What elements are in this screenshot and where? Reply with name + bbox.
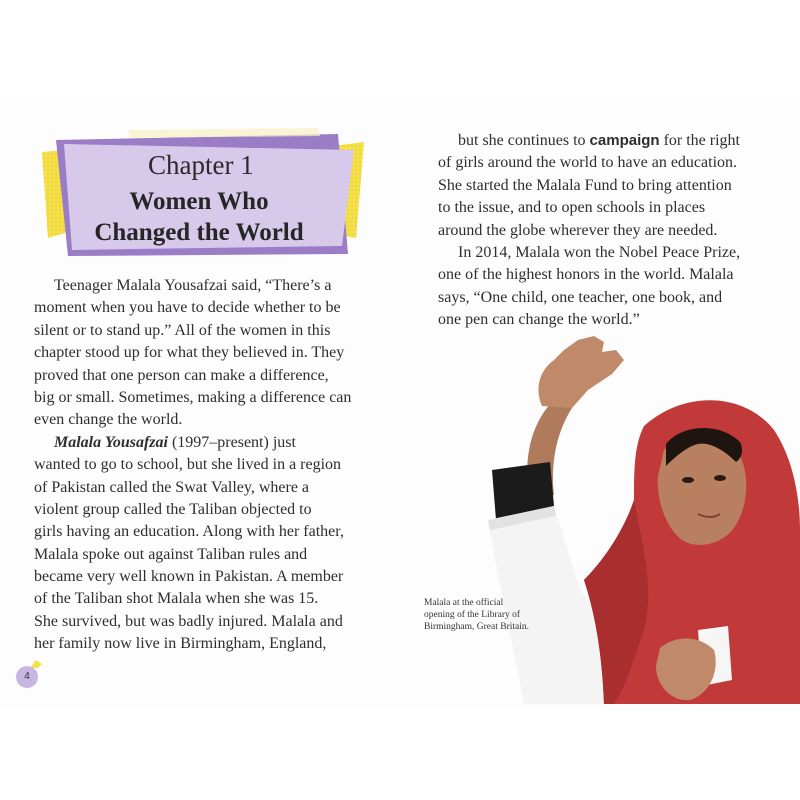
photo-caption [424, 597, 554, 633]
text-line: of the Taliban shot Malala when she was 15. [34, 590, 319, 608]
text-line [34, 432, 351, 454]
chapter-title [84, 186, 314, 248]
chapter-title-line-1: Women Who [129, 188, 269, 215]
text-line: Teenager Malala Yousafzai said, “There’s a [54, 277, 332, 294]
chapter-title-line-2: Changed the World [94, 219, 304, 246]
text-line: chapter stood up for what they believed in. They [34, 344, 345, 362]
caption-line: Malala at the official [424, 598, 504, 608]
malala-photo [484, 330, 800, 704]
caption-line: Birmingham, Great Britain. [424, 622, 530, 632]
person-name: Malala Yousafzai [54, 433, 168, 451]
text-line: silent or to stand up.” All of the women in this [34, 321, 331, 339]
text-line: to the issue, and to open schools in places [438, 199, 706, 217]
text-line: proved that one person can make a difference, [34, 366, 329, 384]
text-line: around the globe wherever they are needed. [438, 221, 718, 239]
text-line: She survived, but was badly injured. Malala and [34, 612, 343, 630]
text-line: of Pakistan called the Swat Valley, where a [34, 478, 310, 496]
text-line: wanted to go to school, but she lived in a region [34, 456, 342, 474]
page-number: 4 [16, 666, 38, 688]
text-line: her family now live in Birmingham, England, [34, 635, 327, 653]
text-line: In 2014, Malala won the Nobel Peace Prize, [458, 243, 741, 261]
text-line: says, “One child, one teacher, one book, and [438, 288, 723, 306]
text-fragment: but she continues to [458, 132, 590, 149]
text-line: one pen can change the world.” [438, 311, 640, 329]
text-line: Malala spoke out against Taliban rules and [34, 545, 308, 563]
text-line [438, 130, 740, 152]
text-line: one of the highest honors in the world. Malala [438, 266, 734, 284]
text-fragment: for the right [659, 132, 740, 149]
right-body-text [438, 130, 740, 332]
photo-illustration [484, 330, 800, 704]
text-line: became very well known in Pakistan. A member [34, 568, 344, 586]
text-line: even change the world. [34, 411, 183, 429]
text-line: violent group called the Taliban objected to [34, 500, 312, 518]
chapter-label: Chapter 1 [148, 150, 254, 180]
caption-line: opening of the Library of [424, 610, 521, 620]
text-line: moment when you have to decide whether to be [34, 299, 341, 317]
text-line: of girls around the world to have an education. [438, 154, 738, 172]
text-fragment: (1997–present) just [167, 433, 296, 451]
text-line: big or small. Sometimes, making a difference can [34, 388, 352, 406]
glossary-word: campaign [589, 132, 660, 149]
text-line: She started the Malala Fund to bring attention [438, 176, 732, 194]
left-body-text [34, 275, 351, 656]
text-line: girls having an education. Along with her father, [34, 523, 344, 541]
